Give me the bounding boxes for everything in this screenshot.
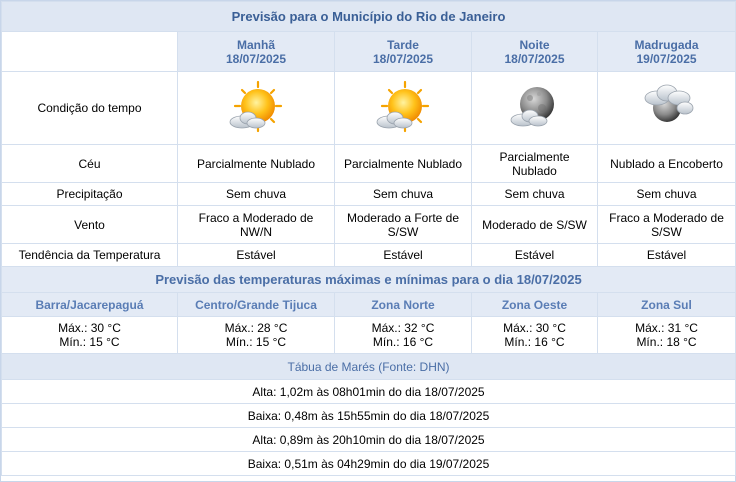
wind-tarde: Moderado a Forte de S/SW — [335, 206, 472, 244]
condition-cell-noite — [472, 72, 598, 145]
trend-tarde: Estável — [335, 244, 472, 267]
period-header-manha: Manhã 18/07/2025 — [178, 32, 335, 72]
header-blank-cell — [2, 32, 178, 72]
sky-tarde: Parcialmente Nublado — [335, 145, 472, 183]
moon-partly-cloudy-icon — [505, 78, 565, 136]
condition-cell-tarde — [335, 72, 472, 145]
precip-tarde: Sem chuva — [335, 183, 472, 206]
sky-madrugada: Nublado a Encoberto — [598, 145, 736, 183]
moon-overcast-icon — [637, 78, 697, 136]
tides-title: Tábua de Marés (Fonte: DHN) — [2, 354, 736, 380]
zone-header-sul: Zona Sul — [598, 293, 736, 317]
sky-noite: Parcialmente Nublado — [472, 145, 598, 183]
sun-partly-cloudy-icon — [226, 78, 286, 136]
sun-partly-cloudy-icon — [373, 78, 433, 136]
zone-temps-centro: Máx.: 28 °C Mín.: 15 °C — [178, 317, 335, 354]
trend-noite: Estável — [472, 244, 598, 267]
precip-madrugada: Sem chuva — [598, 183, 736, 206]
row-label-condition: Condição do tempo — [2, 72, 178, 145]
row-label-wind: Vento — [2, 206, 178, 244]
zone-header-norte: Zona Norte — [335, 293, 472, 317]
zone-temps-sul: Máx.: 31 °C Mín.: 18 °C — [598, 317, 736, 354]
tide-row: Alta: 1,02m às 08h01min do dia 18/07/2025 — [2, 380, 736, 404]
zone-header-oeste: Zona Oeste — [472, 293, 598, 317]
wind-madrugada: Fraco a Moderado de S/SW — [598, 206, 736, 244]
period-header-noite: Noite 18/07/2025 — [472, 32, 598, 72]
precip-manha: Sem chuva — [178, 183, 335, 206]
trend-madrugada: Estável — [598, 244, 736, 267]
zone-temps-barra: Máx.: 30 °C Mín.: 15 °C — [2, 317, 178, 354]
wind-noite: Moderado de S/SW — [472, 206, 598, 244]
tide-row: Alta: 0,89m às 20h10min do dia 18/07/2025 — [2, 428, 736, 452]
wind-manha: Fraco a Moderado de NW/N — [178, 206, 335, 244]
precip-noite: Sem chuva — [472, 183, 598, 206]
trend-manha: Estável — [178, 244, 335, 267]
page-title: Previsão para o Município do Rio de Janeiro — [2, 2, 736, 32]
zone-temps-norte: Máx.: 32 °C Mín.: 16 °C — [335, 317, 472, 354]
condition-cell-madrugada — [598, 72, 736, 145]
tide-row: Baixa: 0,51m às 04h29min do dia 19/07/2025 — [2, 452, 736, 476]
row-label-precip: Precipitação — [2, 183, 178, 206]
period-header-madrugada: Madrugada 19/07/2025 — [598, 32, 736, 72]
row-label-trend: Tendência da Temperatura — [2, 244, 178, 267]
tide-row: Baixa: 0,48m às 15h55min do dia 18/07/2025 — [2, 404, 736, 428]
zone-header-centro: Centro/Grande Tijuca — [178, 293, 335, 317]
sky-manha: Parcialmente Nublado — [178, 145, 335, 183]
row-label-sky: Céu — [2, 145, 178, 183]
zone-temps-oeste: Máx.: 30 °C Mín.: 16 °C — [472, 317, 598, 354]
temps-title: Previsão das temperaturas máximas e mínimas para o dia 18/07/2025 — [2, 267, 736, 293]
zone-header-barra: Barra/Jacarepaguá — [2, 293, 178, 317]
period-header-tarde: Tarde 18/07/2025 — [335, 32, 472, 72]
condition-cell-manha — [178, 72, 335, 145]
forecast-table — [1, 1, 736, 476]
